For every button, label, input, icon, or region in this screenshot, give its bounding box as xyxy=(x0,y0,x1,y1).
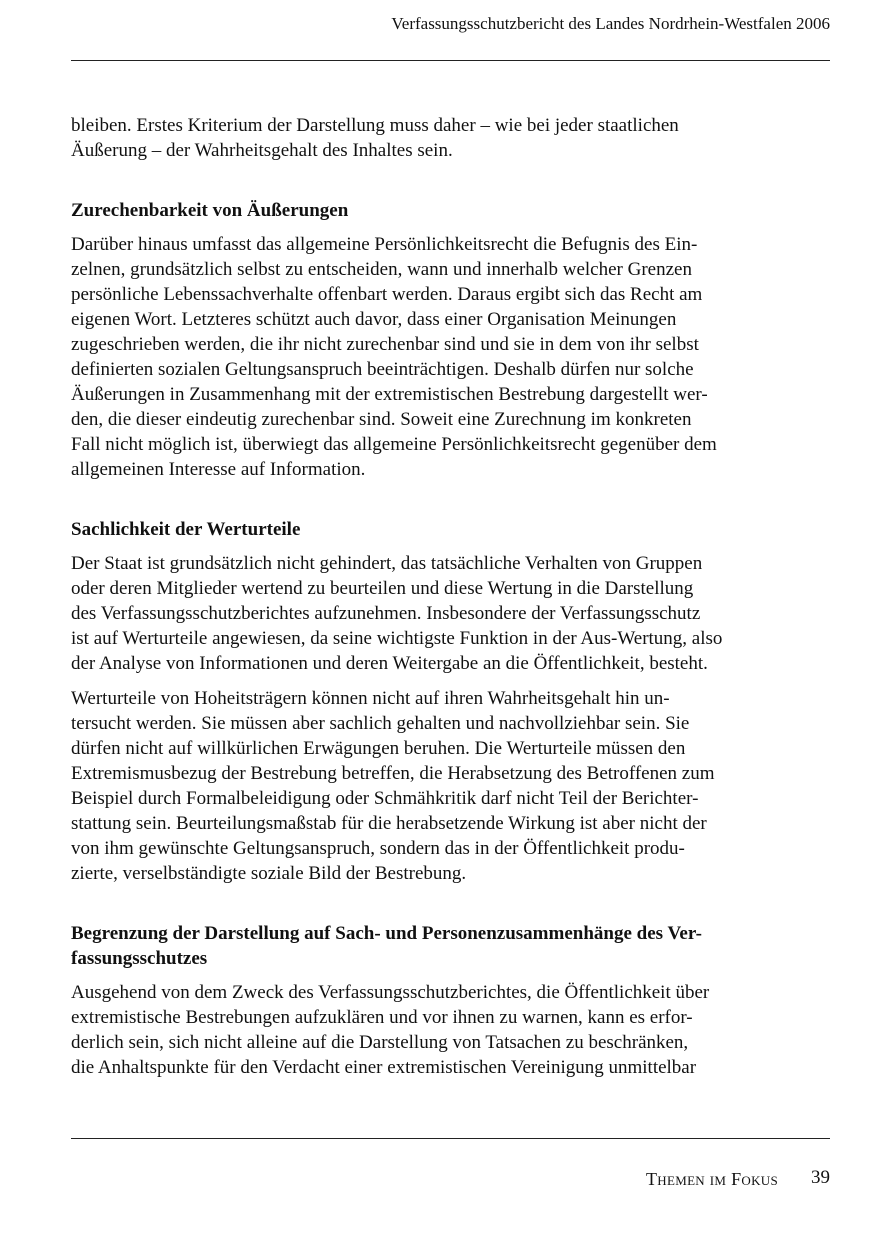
text-line: extremistische Bestrebungen aufzuklären und vor ihnen zu warnen, kann es erfor- xyxy=(71,1007,693,1028)
text-line: definierten sozialen Geltungsanspruch beeinträchtigen. Deshalb dürfen nur solche xyxy=(71,359,694,380)
text-line: zelnen, grundsätzlich selbst zu entscheiden, wann und innerhalb welcher Grenzen xyxy=(71,259,692,280)
text-line: von ihm gewünschte Geltungsanspruch, sondern das in der Öffentlichkeit produ- xyxy=(71,838,685,859)
text-line: der Analyse von Informationen und deren Weitergabe an die Öffentlichkeit, besteht. xyxy=(71,653,708,674)
text-line: persönliche Lebenssachverhalte offenbart werden. Daraus ergibt sich das Recht am xyxy=(71,284,703,305)
paragraph-begrenzung xyxy=(71,980,830,1080)
heading-line: Zurechenbarkeit von Äußerungen xyxy=(71,200,349,221)
section-heading-begrenzung xyxy=(71,921,830,971)
text-line: des Verfassungsschutzberichtes aufzunehmen. Insbesondere der Verfassungsschutz xyxy=(71,603,701,624)
footer-section-title: Themen im Fokus xyxy=(645,1169,778,1189)
text-line: Werturteile von Hoheitsträgern können nicht auf ihren Wahrheitsgehalt hin un- xyxy=(71,688,670,709)
paragraph-zurechenbarkeit xyxy=(71,232,830,482)
text-line: ist auf Werturteile angewiesen, da seine wichtigste Funktion in der Aus-Wertung, also xyxy=(71,628,723,649)
text-line: die Anhaltspunkte für den Verdacht einer extremistischen Vereinigung unmittelbar xyxy=(71,1057,697,1078)
header-rule xyxy=(71,60,830,61)
text-line: tersucht werden. Sie müssen aber sachlich gehalten und nachvollziehbar sein. Sie xyxy=(71,713,690,734)
section-heading-zurechenbarkeit xyxy=(71,198,830,223)
text-line: Extremismusbezug der Bestrebung betreffen, die Herabsetzung des Betroffenen zum xyxy=(71,763,715,784)
paragraph-sachlichkeit-1 xyxy=(71,551,830,676)
paragraph-sachlichkeit-2 xyxy=(71,686,830,886)
text-line: oder deren Mitglieder wertend zu beurteilen und diese Wertung in die Darstellung xyxy=(71,578,694,599)
text-line: Äußerung – der Wahrheitsgehalt des Inhaltes sein. xyxy=(71,140,453,161)
document-body xyxy=(71,113,830,1090)
text-line: dürfen nicht auf willkürlichen Erwägungen beruhen. Die Werturteile müssen den xyxy=(71,738,686,759)
text-line: Fall nicht möglich ist, überwiegt das allgemeine Persönlichkeitsrecht gegenüber dem xyxy=(71,434,717,455)
text-line: den, die dieser eindeutig zurechenbar sind. Soweit eine Zurechnung im konkreten xyxy=(71,409,692,430)
footer-rule xyxy=(71,1138,830,1139)
text-line: zierte, verselbständigte soziale Bild der Bestrebung. xyxy=(71,863,467,884)
heading-line: Sachlichkeit der Werturteile xyxy=(71,519,301,540)
heading-line: Begrenzung der Darstellung auf Sach- und Personenzusammenhänge des Ver- xyxy=(71,923,702,944)
intro-paragraph xyxy=(71,113,830,163)
section-heading-sachlichkeit xyxy=(71,517,830,542)
running-header-title: Verfassungsschutzbericht des Landes Nordrhein-Westfalen 2006 xyxy=(391,14,830,33)
text-line: zugeschrieben werden, die ihr nicht zurechenbar sind und sie in dem von ihr selbst xyxy=(71,334,699,355)
text-line: Beispiel durch Formalbeleidigung oder Schmähkritik darf nicht Teil der Berichter- xyxy=(71,788,699,809)
text-line: Der Staat ist grundsätzlich nicht gehindert, das tatsächliche Verhalten von Gruppen xyxy=(71,553,703,574)
text-line: stattung sein. Beurteilungsmaßstab für die herabsetzende Wirkung ist aber nicht der xyxy=(71,813,707,834)
heading-line: fassungsschutzes xyxy=(71,948,208,969)
text-line: eigenen Wort. Letzteres schützt auch davor, dass einer Organisation Meinungen xyxy=(71,309,677,330)
text-line: Darüber hinaus umfasst das allgemeine Persönlichkeitsrecht die Befugnis des Ein- xyxy=(71,234,698,255)
text-line: derlich sein, sich nicht alleine auf die Darstellung von Tatsachen zu beschränken, xyxy=(71,1032,689,1053)
text-line: bleiben. Erstes Kriterium der Darstellung muss daher – wie bei jeder staatlichen xyxy=(71,115,679,136)
page-number: 39 xyxy=(811,1167,830,1188)
text-line: Ausgehend von dem Zweck des Verfassungsschutzberichtes, die Öffentlichkeit über xyxy=(71,982,710,1003)
text-line: Äußerungen in Zusammenhang mit der extremistischen Bestrebung dargestellt wer- xyxy=(71,384,708,405)
text-line: allgemeinen Interesse auf Information. xyxy=(71,459,366,480)
